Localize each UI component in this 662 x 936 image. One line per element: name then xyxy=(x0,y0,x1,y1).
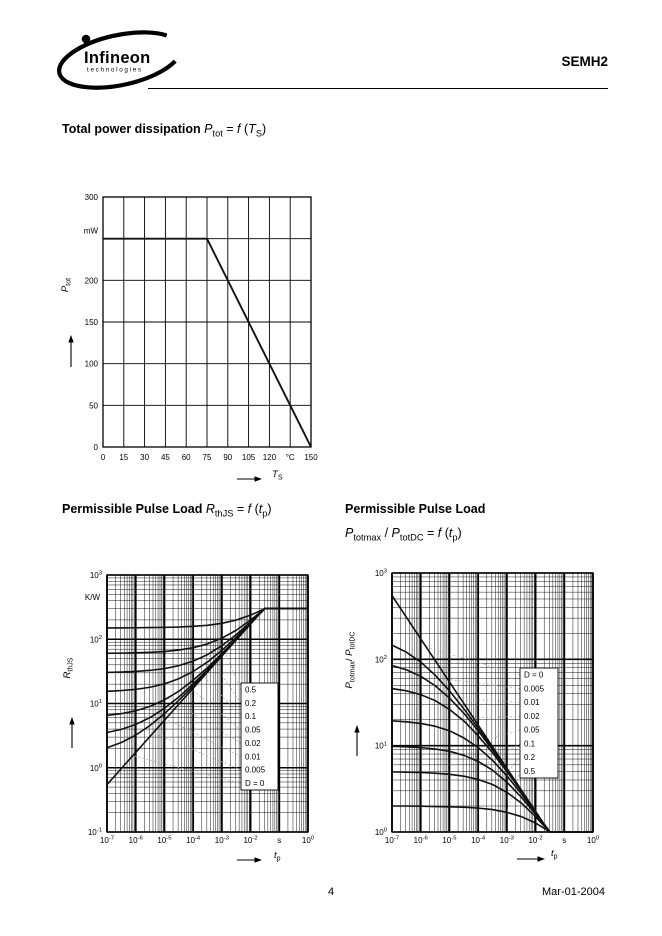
svg-text:50: 50 xyxy=(89,401,98,411)
svg-text:10-2: $10^{-2}$ xyxy=(243,835,258,845)
svg-text:75: 75 xyxy=(202,453,212,462)
svg-text:101: $10^1$ xyxy=(89,699,102,709)
svg-text:mW: mW xyxy=(83,226,98,236)
svg-text:101: $10^1$ xyxy=(374,741,387,751)
svg-text:105: 105 xyxy=(241,453,256,462)
section-title-total-power xyxy=(62,122,266,139)
svg-text:300: 300 xyxy=(84,193,98,202)
svg-text:RthJS: $R_{thJS}$ xyxy=(62,657,75,679)
svg-text:0.01: 0.01 xyxy=(524,698,540,708)
svg-text:100: $10^0$ xyxy=(301,835,315,845)
svg-text:10-1: $10^{-1}$ xyxy=(87,827,102,837)
svg-text:0: 0 xyxy=(100,453,106,462)
title-bold: Permissible Pulse Load xyxy=(62,502,203,516)
title-bold: Total power dissipation xyxy=(62,122,201,136)
svg-text:10-5: $10^{-5}$ xyxy=(157,835,172,845)
svg-text:0.1: 0.1 xyxy=(524,739,536,749)
svg-text:100: $10^0$ xyxy=(89,763,102,773)
svg-text:102: $10^2$ xyxy=(89,634,102,645)
svg-text:Ptot: $P_{tot}$ xyxy=(60,277,73,293)
svg-text:s: s xyxy=(277,836,282,845)
svg-text:150: 150 xyxy=(84,318,98,327)
title-bold: Permissible Pulse Load xyxy=(345,502,486,516)
title-formula: $R_{thJS} = f$ $(t_p)$ xyxy=(205,502,272,519)
svg-text:102: $10^2$ xyxy=(374,654,387,665)
svg-text:D = 0: D = 0 xyxy=(245,779,265,789)
svg-text:100: $10^0$ xyxy=(374,827,387,837)
svg-text:K/W: K/W xyxy=(84,593,100,602)
grid xyxy=(103,197,311,447)
svg-text:0.005: 0.005 xyxy=(524,684,545,694)
svg-text:10-7: $10^{-7}$ xyxy=(99,835,115,845)
svg-text:0.01: 0.01 xyxy=(245,752,261,762)
svg-text:0.2: 0.2 xyxy=(524,753,536,763)
doc-code: SEMH2 xyxy=(561,54,608,69)
svg-text:10-5: $10^{-5}$ xyxy=(442,835,457,845)
svg-text:103: $10^3$ xyxy=(374,568,387,578)
svg-text:10-6: $10^{-6}$ xyxy=(128,835,143,845)
svg-text:10-4: $10^{-4}$ xyxy=(471,835,486,845)
svg-text:45: 45 xyxy=(160,453,170,462)
svg-text:103: $10^3$ xyxy=(89,570,102,580)
svg-text:TS: $T_S$ xyxy=(272,469,283,482)
svg-text:s: s xyxy=(562,836,567,845)
svg-text:0.2: 0.2 xyxy=(245,698,257,708)
svg-text:90: 90 xyxy=(223,453,233,462)
grid-minor xyxy=(392,573,593,832)
svg-text:200: 200 xyxy=(84,276,98,286)
ptot-ratio-pulse-load-chart xyxy=(335,558,635,880)
brand-text: Infineon xyxy=(84,49,151,67)
section-title-pulse-load-right xyxy=(345,502,485,516)
total-power-dissipation-chart xyxy=(50,183,350,495)
svg-text:0.005: 0.005 xyxy=(245,765,266,775)
svg-text:0.05: 0.05 xyxy=(524,725,540,735)
svg-text:0.5: 0.5 xyxy=(245,685,257,695)
svg-text:D = 0: D = 0 xyxy=(524,670,544,680)
svg-text:15: 15 xyxy=(119,453,129,462)
svg-text:100: $10^0$ xyxy=(586,835,600,845)
svg-text:0: 0 xyxy=(93,443,98,452)
section-title-pulse-load-left xyxy=(62,502,272,519)
svg-text:10-2: $10^{-2}$ xyxy=(528,835,543,845)
svg-text:10-3: $10^{-3}$ xyxy=(214,835,229,845)
rthjs-pulse-load-chart xyxy=(50,558,350,880)
footer-page-number: 4 xyxy=(327,886,335,898)
svg-text:10-6: $10^{-6}$ xyxy=(413,835,428,845)
svg-text:0.02: 0.02 xyxy=(245,738,261,748)
svg-text:30: 30 xyxy=(140,453,150,462)
logo-dot xyxy=(82,35,91,44)
svg-text:0.02: 0.02 xyxy=(524,711,540,721)
svg-text:120: 120 xyxy=(262,453,277,462)
title-formula: $P_{tot} = f$ $(T_S)$ xyxy=(204,122,267,139)
svg-text:150: 150 xyxy=(304,453,318,462)
section-subtitle-pulse-load-right xyxy=(345,526,462,543)
svg-text:0.05: 0.05 xyxy=(245,725,261,735)
svg-text:10-7: $10^{-7}$ xyxy=(384,835,400,845)
svg-text:10-4: $10^{-4}$ xyxy=(186,835,201,845)
svg-text:10-3: $10^{-3}$ xyxy=(499,835,514,845)
svg-text:100: 100 xyxy=(84,359,98,369)
footer-date: Mar-01-2004 xyxy=(542,886,605,898)
title-formula: $P_{totmax} / P_{totDC} = f$ $(t_p)$ xyxy=(345,526,462,543)
brand-sub-text: technologies xyxy=(87,66,143,74)
header-rule xyxy=(148,88,608,89)
svg-text:0.5: 0.5 xyxy=(524,766,536,776)
svg-text:Ptotmax/ PtotDC: $P_{totmax}/$ $P_{totDC}$ xyxy=(344,631,357,689)
svg-text:0.1: 0.1 xyxy=(245,712,257,722)
svg-text:tp: $t_p$ xyxy=(274,850,281,863)
svg-text:60: 60 xyxy=(181,453,191,462)
svg-text:°C: °C xyxy=(285,453,295,462)
svg-text:tp: $t_p$ xyxy=(551,848,558,861)
